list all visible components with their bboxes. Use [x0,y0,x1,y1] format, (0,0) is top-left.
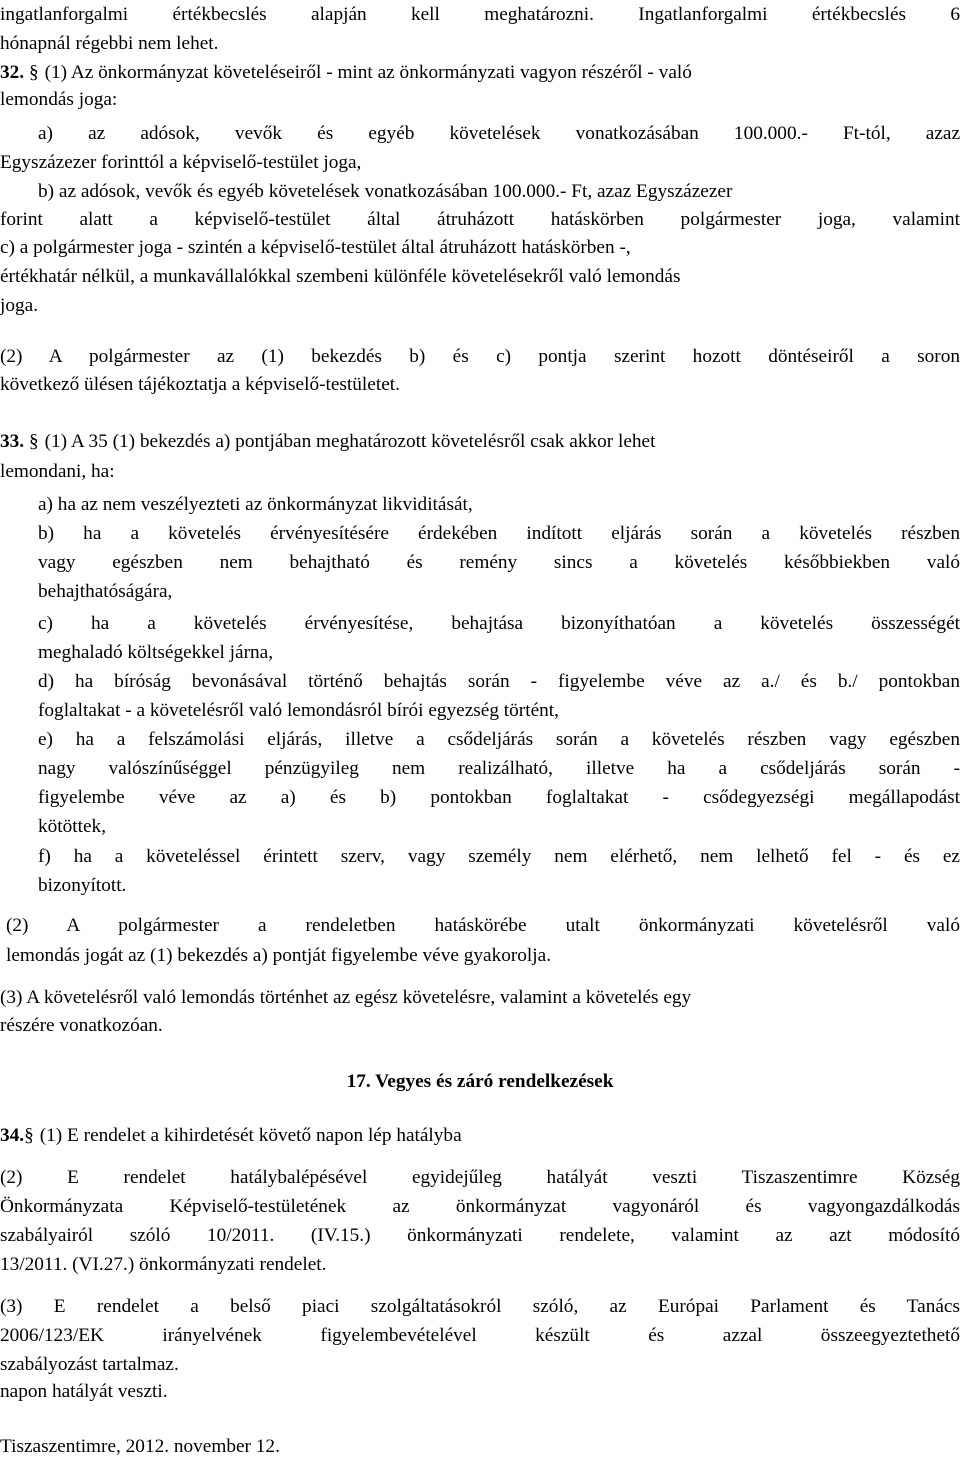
text-line: joga. [0,295,39,316]
text-line: meghaladó költségekkel járna, [38,642,274,663]
paragraph-sign: § [28,431,39,452]
text-line: (3) E rendelet a belső piaci szolgáltatásokról szóló, az Európai Parlament és Tanács [0,1296,960,1317]
text-line: következő ülésen tájékoztatja a képviselő-testületet. [0,374,400,395]
text-line: lemondás joga: [0,89,118,110]
text-line: részére vonatkozóan. [0,1015,163,1036]
text-line: 2006/123/EK irányelvének figyelembevételével készült és azzal összeegyeztethető [0,1325,960,1346]
text-line: napon hatályát veszti. [0,1381,168,1402]
text-line: a) ha az nem veszélyezteti az önkormányzat likviditását, [38,494,473,515]
text-line: szabályozást tartalmaz. [0,1354,179,1375]
text-line: foglaltakat - a követelésről való lemondásról bírói egyezség történt, [38,700,559,721]
text-line: (3) A követelésről való lemondás történhet az egész követelésre, valamint a követelés egy [0,987,692,1008]
text-line: (1) Az önkormányzat követeléseiről - mint az önkormányzati vagyon részéről - való [44,62,692,83]
text-line: lemondás jogát az (1) bekezdés a) pontját figyelembe véve gyakorolja. [6,945,552,966]
text-line: Egyszázezer forinttól a képviselő-testület joga, [0,152,362,173]
section-number: 34. [0,1125,25,1146]
text-line: értékhatár nélkül, a munkavállalókkal szembeni különféle követelésekről való lemondás [0,266,681,287]
paragraph-sign: § [28,62,39,83]
text-line: c) ha a követelés érvényesítése, behajtása bizonyíthatóan a követelés összességét [38,613,960,634]
text-line: szabályairól szóló 10/2011. (IV.15.) önkormányzati rendelete, valamint az azt módosító [0,1225,960,1246]
text-line: ingatlanforgalmi értékbecslés alapján kell meghatározni. Ingatlanforgalmi értékbecslés 6 [0,4,960,25]
text-line: c) a polgármester joga - szintén a képviselő-testület által átruházott hatáskörben -, [0,237,631,258]
text-line: behajthatóságára, [38,581,173,602]
paragraph-sign: § [24,1125,34,1146]
text-line: forint alatt a képviselő-testület által átruházott hatáskörben polgármester joga, valamint [0,209,960,230]
text-line: lemondani, ha: [0,461,115,482]
text-line: b) ha a követelés érvényesítésére érdekében indított eljárás során a követelés részben [38,523,960,544]
text-line: vagy egészben nem behajtható és remény sincs a követelés későbbiekben való [38,552,960,573]
text-line: (1) A 35 (1) bekezdés a) pontjában meghatározott követelésről csak akkor lehet [44,431,656,452]
text-line: (2) A polgármester a rendeletben hatáskörébe utalt önkormányzati követelésről való [6,915,960,936]
text-line: nagy valószínűséggel pénzügyileg nem realizálható, illetve ha a csődeljárás során - [38,758,960,779]
text-line: (2) A polgármester az (1) bekezdés b) és c) pontja szerint hozott döntéseiről a soron [0,346,960,367]
text-line: 13/2011. (VI.27.) önkormányzati rendelet. [0,1254,327,1275]
text-line: (1) E rendelet a kihirdetését követő napon lép hatályba [39,1125,462,1146]
text-line: kötöttek, [38,816,107,837]
section-33-line [0,430,960,454]
text-line: a) az adósok, vevők és egyéb követelések vonatkozásában 100.000.- Ft-tól, azaz [38,123,960,144]
text-line: d) ha bíróság bevonásával történő behajtás során - figyelembe véve az a./ és b./ pontokban [38,671,960,692]
text-line: hónapnál régebbi nem lehet. [0,33,219,54]
signature-place-date: Tiszaszentimre, 2012. november 12. [0,1436,280,1457]
text-line: figyelembe véve az a) és b) pontokban foglaltakat - csődegyezségi megállapodást [38,787,960,808]
section-heading: 17. Vegyes és záró rendelkezések [346,1071,614,1092]
text-line: e) ha a felszámolási eljárás, illetve a csődeljárás során a követelés részben vagy egészben [38,729,960,750]
text-line: f) ha a követeléssel érintett szerv, vagy személy nem elérhető, nem lelhető fel - és ez [38,846,960,867]
text-line: bizonyított. [38,875,127,896]
section-number: 33. [0,431,25,452]
text-line: (2) E rendelet hatálybalépésével egyidejűleg hatályát veszti Tiszaszentimre Község [0,1167,960,1188]
section-34-line [0,1124,960,1148]
section-32-line [0,61,960,85]
text-line: b) az adósok, vevők és egyéb követelések vonatkozásában 100.000.- Ft, azaz Egyszázezer [38,181,733,202]
text-line: Önkormányzata Képviselő-testületének az önkormányzat vagyonáról és vagyongazdálkodás [0,1196,960,1217]
section-number: 32. [0,62,25,83]
